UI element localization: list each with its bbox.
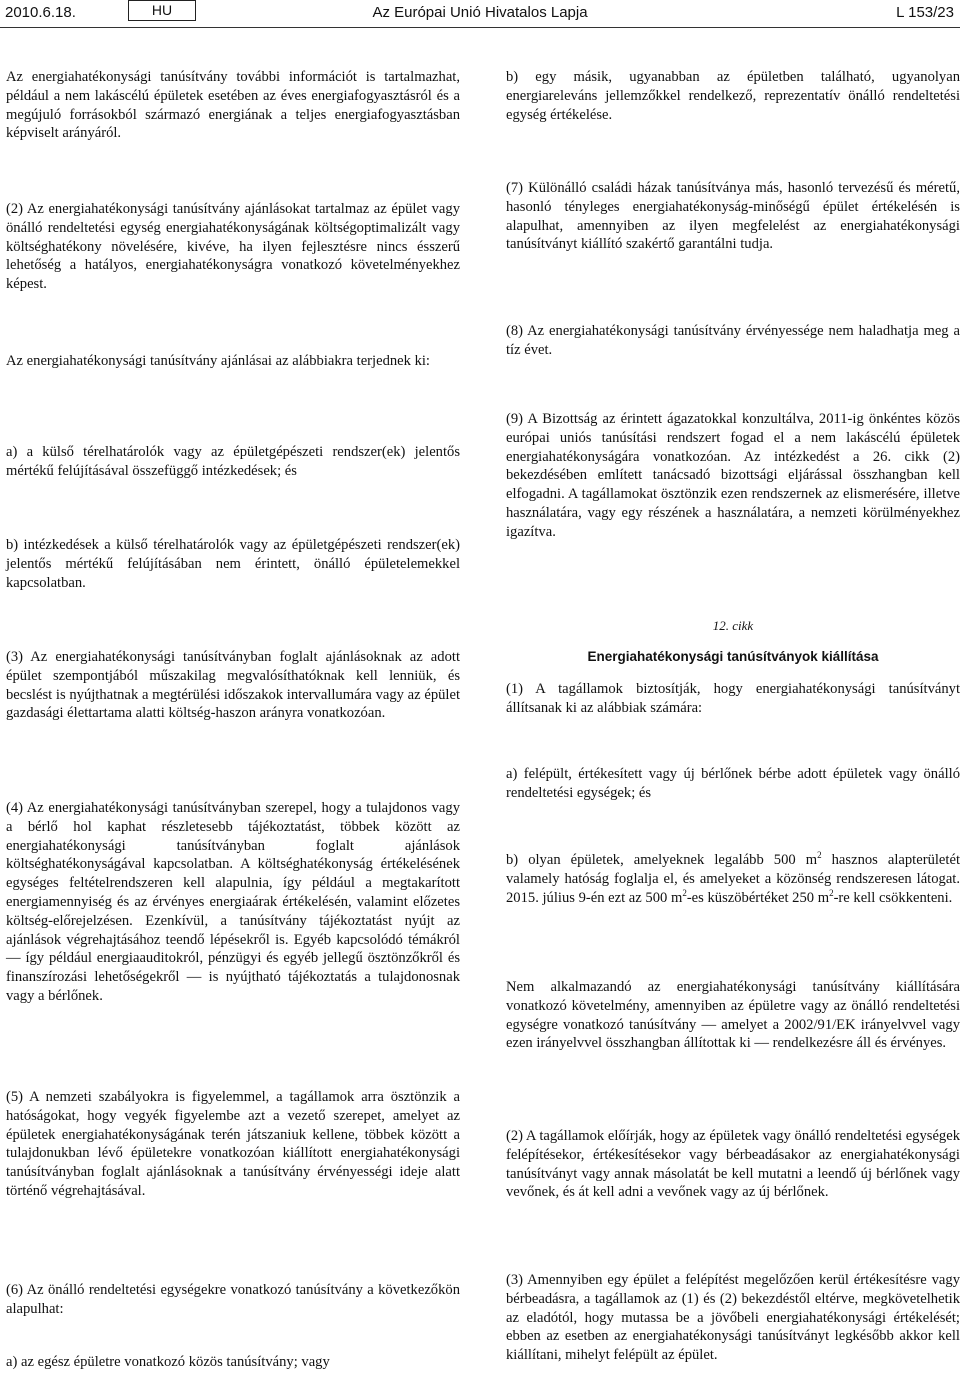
left-paragraph-5: b) intézkedések a külső térelhatárolók vagy az épületgépészeti rendszer(ek) jelentős mértékű felújításában nem érintett, önálló épületelemekkel kapcsolatban. — [6, 537, 460, 591]
article-title: Energiahatékonysági tanúsítványok kiállítása — [587, 649, 879, 664]
right-paragraph-6: a) felépült, értékesített vagy új bérlőnek bérbe adott épületek vagy önálló rendeltetési egységek; és — [506, 766, 960, 801]
right-paragraph-3: (8) Az energiahatékonysági tanúsítvány érvényessége nem haladhatja meg a tíz évet. — [506, 323, 960, 358]
right-paragraph-2: (7) Különálló családi házak tanúsítványa más, hasonló tervezésű és méretű, hasonló tényleges energiahatékonyság-minőségű épület értékelésén is alapulhat, amennyiben az ilyen megfelelést az energiahatékonysági tanúsítványt kiállító szakértő garantálni tudja. — [506, 180, 960, 253]
right-paragraph-4: (9) A Bizottság az érintett ágazatokkal konzultálva, 2011-ig önkéntes közös európai uniós tanúsítási rendszert fogad el a nem lakáscélú épületek energiahatékonyságára vonatkozóan. Az intézkedést a 26. cikk (2) bekezdésében említett tanácsadó bizottsági eljárással összhangban kell elfogadni. A tagállamokat ösztönzik ezen rendszernek az elismerésére, illetve használatára, vagy egy részének a használatára, a nemzeti körülményekhez igazítva. — [506, 411, 960, 540]
right-paragraph-5: (1) A tagállamok biztosítják, hogy energiahatékonysági tanúsítványt állítsanak ki az alábbiak számára: — [506, 681, 960, 716]
left-paragraph-2: (2) Az energiahatékonysági tanúsítvány ajánlásokat tartalmaz az épület vagy önálló rendeltetési egység energiahatékonyságának költségoptimalizált vagy költséghatékony növelésére, kivéve, ha ilyen fejlesztésre nincs ésszerű lehetőség a hatályos, energiahatékonyságra vonatkozó követelményekhez képest. — [6, 201, 460, 293]
page-number: L 153/23 — [896, 4, 954, 21]
left-paragraph-9: (6) Az önálló rendeltetési egységekre vonatkozó tanúsítvány a következőkön alapulhat: — [6, 1282, 460, 1317]
left-paragraph-3: Az energiahatékonysági tanúsítvány ajánlásai az alábbiakra terjednek ki: — [6, 353, 430, 369]
left-paragraph-1: Az energiahatékonysági tanúsítvány további információt is tartalmazhat, például a nem lakáscélú épületek esetében az éves energiafogyasztásról és a megújuló forrásokból származó energiának a teljes energiafogyasztásban képviselt arányáról. — [6, 69, 460, 142]
right-paragraph-9: (2) A tagállamok előírják, hogy az épületek vagy önálló rendeltetési egységek felépítésekor, értékesítésekor vagy bérbeadásakor az energiahatékonysági tanúsítványt vagy annak másolatát be kell mutatni a leendő új bérlőnek vagy vevőnek, és át kell adni a vevőnek vagy az új bérlőnek. — [506, 1128, 960, 1201]
right-paragraph-1: b) egy másik, ugyanabban az épületben található, ugyanolyan energiareleváns jellemzőkkel rendelkező, reprezentatív önálló rendeltetési egység értékelése. — [506, 69, 960, 123]
journal-title: Az Európai Unió Hivatalos Lapja — [372, 4, 588, 21]
page-header — [0, 0, 960, 28]
left-paragraph-4: a) a külső térelhatárolók vagy az épületgépészeti rendszer(ek) jelentős mértékű felújításával összefüggő intézkedések; és — [6, 444, 460, 479]
right-paragraph-7: b) olyan épületek, amelyeknek legalább 500 $m^2$ hasznos alapterületét valamely hatóság foglalja el, és amelyeket a közönség rendszeresen látogat. 2015. július 9-én ezt az 500 $m^2-es$ küszöbértéket 250 $m^2-re$ kell csökkenteni. — [506, 850, 960, 906]
left-paragraph-7: (4) Az energiahatékonysági tanúsítványban szerepel, hogy a tulajdonos vagy a bérlő hol kaphat részletesebb tájékoztatást, többek között az energiahatékonysági tanúsítványban foglalt ajánlások költséghatékonyságával kapcsolatban. A költséghatékonyság értékelésének egységes feltételrendszeren kell alapulnia, így például a megtakarított energiamennyiség és az érvényes energiaárak értékelésén, valamint előzetes költség-előrejelzésen. Ezenkívül, a tanúsítvány tájékoztatást nyújt az ajánlások végrehajtásához teendő lépésekről is. Egyéb kapcsolódó témákról — így például energiaauditokról, pénzügyi és egyéb jellegű ösztönzőkről és finanszírozási lehetőségekről — is nyújtható tájékoztatás a tulajdonosnak vagy a bérlőnek. — [6, 800, 460, 1004]
header-rule — [0, 27, 960, 28]
header-date: 2010.6.18. — [5, 4, 76, 21]
right-paragraph-8: Nem alkalmazandó az energiahatékonysági tanúsítvány kiállítására vonatkozó követelmény, amennyiben az épületre vagy az önálló rendeltetési egységre vonatkozó tanúsítvány — amelyet a 2002/91/EK irányelvvel vagy ezen irányelvvel összhangban állítottak ki — rendelkezésre áll és érvényes. — [506, 979, 960, 1052]
language-box: HU — [128, 0, 196, 21]
left-paragraph-10: a) az egész épületre vonatkozó közös tanúsítvány; vagy — [6, 1354, 330, 1370]
article-number: 12. cikk — [712, 618, 754, 633]
left-paragraph-6: (3) Az energiahatékonysági tanúsítványban foglalt ajánlásoknak az adott épület szempontjából műszakilag megvalósíthatóknak kell lenniük, és becslést is nyújthatnak a megtérülési időszakok intervallumára vagy az épület gazdasági élettartama alatti költség-haszon arányra vonatkozóan. — [6, 649, 460, 722]
right-paragraph-10: (3) Amennyiben egy épület a felépítést megelőzően kerül értékesítésre vagy bérbeadásra, a tagállamok az (1) és (2) bekezdéstől eltérve, megkövetelhetik az eladótól, hogy mutassa be a jövőbeli energiahatékonysági értékelését; ebben az esetben az energiahatékonysági tanúsítványt legkésőbb akkor kell kiállítani, mihelyt felépült az épület. — [506, 1272, 960, 1364]
left-paragraph-8: (5) A nemzeti szabályokra is figyelemmel, a tagállamok arra ösztönzik a hatóságokat, hogy vegyék figyelembe azt a vezető szerepet, amelyet az épületek energiahatékonyságának terén játszaniuk kellene, többek között a tulajdonukban lévő épületekre vonatkozóan kiállított energiahatékonysági tanúsítványban foglalt ajánlásoknak a tanúsítvány érvényességi ideje alatt történő végrehajtásával. — [6, 1089, 460, 1199]
